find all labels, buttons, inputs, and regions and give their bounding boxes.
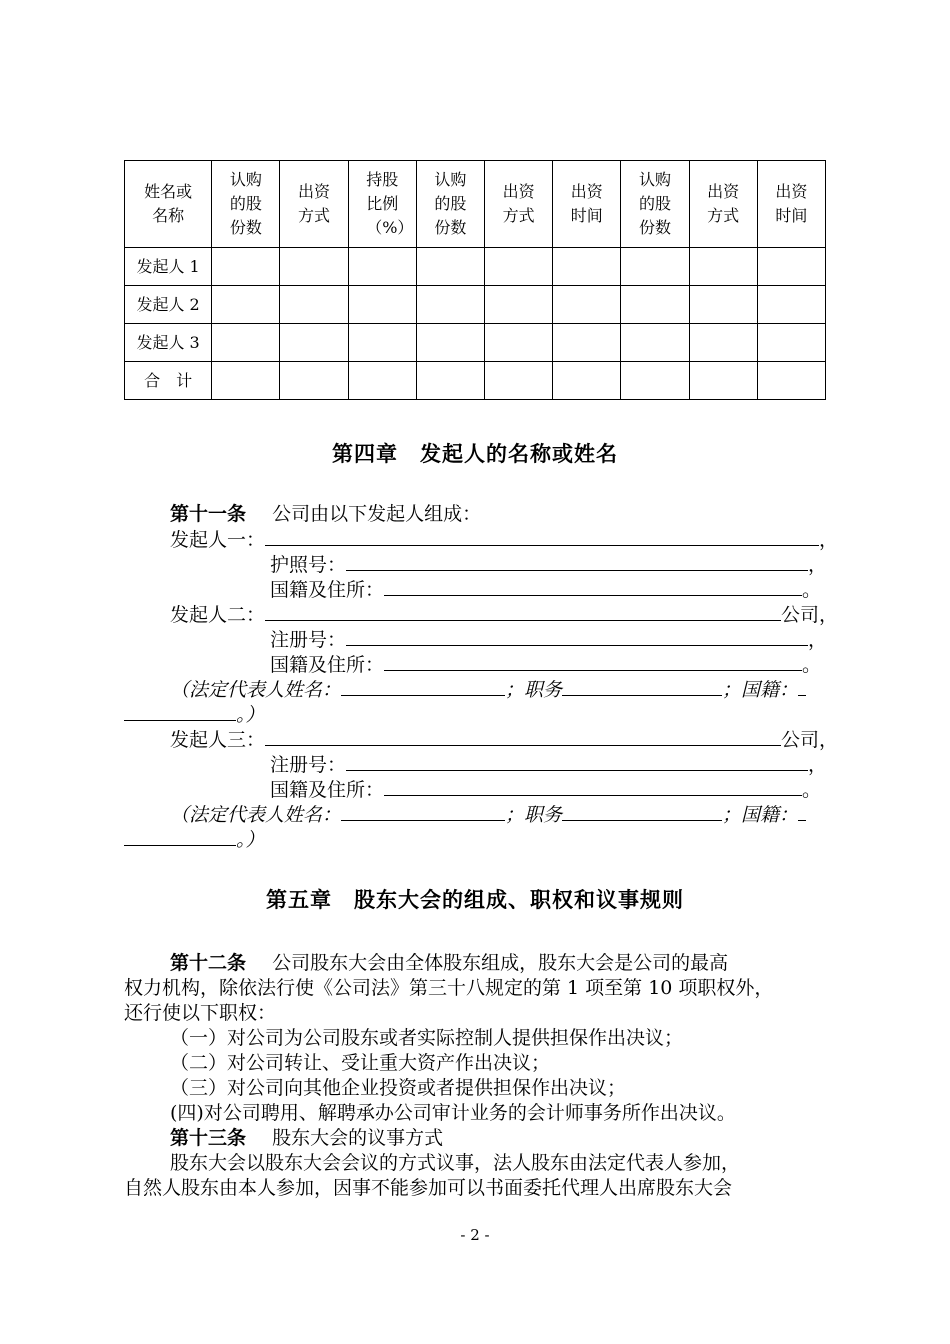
table-row — [125, 324, 826, 362]
blank-line — [346, 552, 808, 571]
list-item: （三）对公司向其他企业投资或者提供担保作出决议； — [170, 1077, 627, 1099]
punct: 。） — [236, 829, 265, 851]
founder-3-line — [170, 727, 838, 753]
field-label: ；职务 — [505, 804, 563, 826]
table-header-cell: 出资方式 — [484, 161, 552, 248]
field-label: ；职务 — [505, 679, 563, 701]
article-12-line-1 — [170, 951, 728, 976]
table-header-cell: 认购的股份数 — [212, 161, 280, 248]
blank-line — [384, 577, 802, 596]
field-label: ；国籍： — [722, 804, 799, 826]
page-number: - 2 - — [460, 1226, 490, 1244]
field-label: 发起人一： — [170, 529, 266, 551]
blank-line — [124, 702, 236, 721]
punct: ， — [819, 604, 839, 626]
table-header-cell: 出资方式 — [689, 161, 757, 248]
table-header-row — [125, 161, 826, 248]
punct: 。 — [802, 779, 822, 801]
blank-line — [265, 602, 781, 621]
founder-2-line — [170, 602, 838, 628]
punct: ， — [808, 554, 828, 576]
table-row — [125, 362, 826, 400]
field-label: 注册号： — [270, 754, 347, 776]
list-item: （一）对公司为公司股东或者实际控制人提供担保作出决议； — [170, 1027, 684, 1049]
table-row — [125, 248, 826, 286]
blank-line — [798, 677, 806, 696]
legal-rep-line — [170, 802, 806, 828]
table-header-cell: 认购的股份数 — [621, 161, 689, 248]
article-13-line-1: 股东大会以股东大会会议的方式议事，法人股东由法定代表人参加， — [170, 1152, 741, 1174]
field-label: 发起人三： — [170, 729, 266, 751]
list-item: （二）对公司转让、受让重大资产作出决议； — [170, 1052, 551, 1074]
row-label: 发起人 1 — [125, 248, 212, 286]
article-text: 公司由以下发起人组成： — [272, 503, 482, 525]
punct: ， — [808, 754, 828, 776]
passport-line — [270, 552, 827, 578]
legal-rep-line-cont — [124, 827, 265, 853]
punct: 。） — [236, 704, 265, 726]
shareholding-table — [124, 160, 826, 400]
table-header-cell: 出资时间 — [553, 161, 621, 248]
founder-1-line — [170, 527, 838, 553]
reg-line — [270, 627, 827, 653]
row-label: 发起人 2 — [125, 286, 212, 324]
blank-line — [384, 777, 802, 796]
article-12-line-2: 权力机构，除依法行使《公司法》第三十八规定的第 1 项至第 10 项职权外， — [124, 977, 774, 999]
blank-line — [562, 677, 722, 696]
article-11 — [170, 502, 481, 527]
article-12-line-3: 还行使以下职权： — [124, 1002, 277, 1024]
field-label: 国籍及住所： — [270, 654, 385, 676]
table-header-cell: 姓名或名称 — [125, 161, 212, 248]
blank-line — [265, 727, 781, 746]
punct: 。 — [802, 579, 822, 601]
field-label: 国籍及住所： — [270, 779, 385, 801]
chapter-4-title: 第四章 发起人的名称或姓名 — [332, 442, 618, 466]
blank-line — [798, 802, 806, 821]
nationality-line — [270, 777, 821, 803]
table-header-cell: 持股比例（%） — [348, 161, 416, 248]
blank-line — [346, 627, 808, 646]
blank-line — [124, 827, 236, 846]
field-label: 注册号： — [270, 629, 347, 651]
article-13 — [170, 1126, 443, 1151]
table-header-cell: 出资方式 — [280, 161, 348, 248]
blank-line — [562, 802, 722, 821]
list-item: (四)对公司聘用、解聘承办公司审计业务的会计师事务所作出决议。 — [170, 1102, 736, 1124]
punct: ， — [819, 729, 839, 751]
company-word: 公司 — [781, 604, 820, 626]
field-label: 护照号： — [270, 554, 347, 576]
punct: ， — [819, 529, 839, 551]
table-header-cell: 认购的股份数 — [416, 161, 484, 248]
field-label: （法定代表人姓名： — [170, 679, 342, 701]
punct: 。 — [802, 654, 822, 676]
article-label: 第十一条 — [170, 503, 247, 525]
punct: ， — [808, 629, 828, 651]
reg-line — [270, 752, 827, 778]
nationality-line — [270, 577, 821, 603]
table-row — [125, 286, 826, 324]
blank-line — [341, 802, 505, 821]
blank-line — [384, 652, 802, 671]
blank-line — [346, 752, 808, 771]
article-13-line-2: 自然人股东由本人参加，因事不能参加可以书面委托代理人出席股东大会 — [124, 1177, 733, 1199]
article-text: 公司股东大会由全体股东组成，股东大会是公司的最高 — [272, 952, 729, 974]
field-label: ；国籍： — [722, 679, 799, 701]
legal-rep-line-cont — [124, 702, 265, 728]
article-text: 股东大会的议事方式 — [272, 1127, 444, 1149]
company-word: 公司 — [781, 729, 820, 751]
blank-line — [265, 527, 819, 546]
field-label: 发起人二： — [170, 604, 266, 626]
table-header-cell: 出资时间 — [757, 161, 825, 248]
article-label: 第十三条 — [170, 1127, 247, 1149]
row-label: 合 计 — [125, 362, 212, 400]
chapter-5-title: 第五章 股东大会的组成、职权和议事规则 — [266, 888, 684, 912]
legal-rep-line — [170, 677, 806, 703]
row-label: 发起人 3 — [125, 324, 212, 362]
article-label: 第十二条 — [170, 952, 247, 974]
blank-line — [341, 677, 505, 696]
field-label: 国籍及住所： — [270, 579, 385, 601]
field-label: （法定代表人姓名： — [170, 804, 342, 826]
nationality-line — [270, 652, 821, 678]
